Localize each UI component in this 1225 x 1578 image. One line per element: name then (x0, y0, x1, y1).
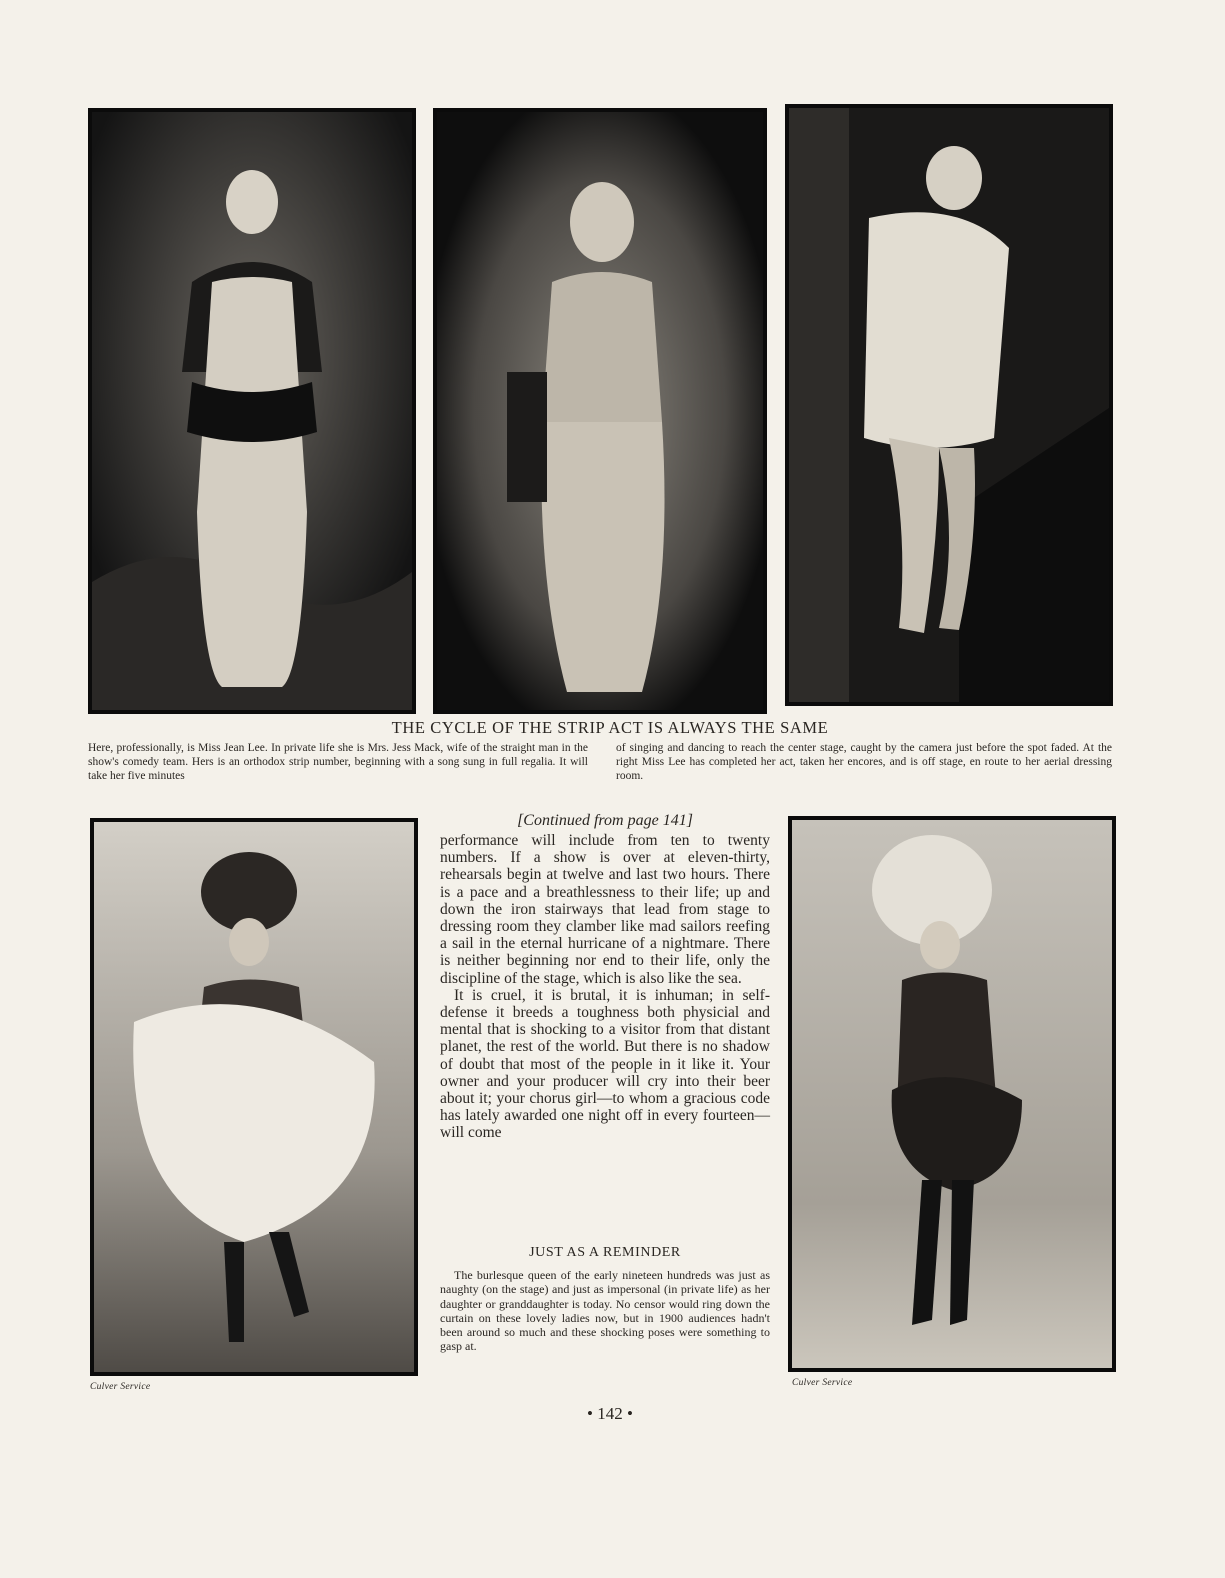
reminder-caption: The burlesque queen of the early nineteen hundreds was just as naughty (on the stage) and just as impersonal (in private life) as her daughter or granddaughter is today. No censor would ring down the curtain on these lovely ladies now, but in 1900 audiences hadn't been around so much and these shocking poses were something to gasp at. (440, 1268, 770, 1354)
reminder-heading: JUST AS A REMINDER (529, 1245, 681, 1260)
article-paragraph: It is cruel, it is brutal, it is inhuman; in self-defense it breeds a toughness both physicial and mental that is shocking to a visitor from that distant planet, the rest of the world. But there is no shadow of doubt that most of the people in it like it. Your owner and your producer will cry into their beer about it; your chorus girl—to whom a gracious code has lately awarded one night off in every fourteen—will come (440, 986, 770, 1142)
photo-credit-left: Culver Service (90, 1382, 151, 1392)
article-paragraph: performance will include from ten to twenty numbers. If a show is over at eleven-thirty, rehearsals begin at twelve and last two hours. There is a pace and a breathlessness to their life; up and down the iron stairways that lead from stage to dressing room they clamber like mad sailors reefing a sail in the eternal hurricane of a nightmare. There is neither beginning nor end to their life, only the discipline of the stage, which is also like the sea. (440, 832, 770, 987)
page-number: • 142 • (587, 1404, 633, 1423)
photo-singing-full-regalia (88, 108, 416, 714)
photo-center-stage (433, 108, 767, 714)
photo-burlesque-queen-right (788, 816, 1116, 1372)
photo-off-stage-stairs (785, 104, 1113, 706)
caption-right: of singing and dancing to reach the center stage, caught by the camera just before the spot faded. At the right Miss Lee has completed her act, taken her encores, and is off stage, en route to her aerial dressing room. (616, 742, 1112, 782)
photo-figure-stairs (789, 108, 1109, 702)
photo-figure-standing (92, 112, 412, 710)
photo-credit-right: Culver Service (792, 1378, 853, 1388)
photo-figure-back (437, 112, 763, 710)
photo-burlesque-queen-left (90, 818, 418, 1376)
continued-from-note: [Continued from page 141] (517, 812, 693, 829)
photo-spread-headline: THE CYCLE OF THE STRIP ACT IS ALWAYS THE SAME (391, 718, 829, 737)
photo-vintage-dancer-right (792, 820, 1112, 1368)
caption-left: Here, professionally, is Miss Jean Lee. In private life she is Mrs. Jess Mack, wife of the straight man in the show's comedy team. Hers is an orthodox strip number, beginning with a song sung in full regalia. It will take her five minutes (88, 742, 588, 782)
article-body (440, 832, 770, 1142)
photo-vintage-dancer-left (94, 822, 414, 1372)
